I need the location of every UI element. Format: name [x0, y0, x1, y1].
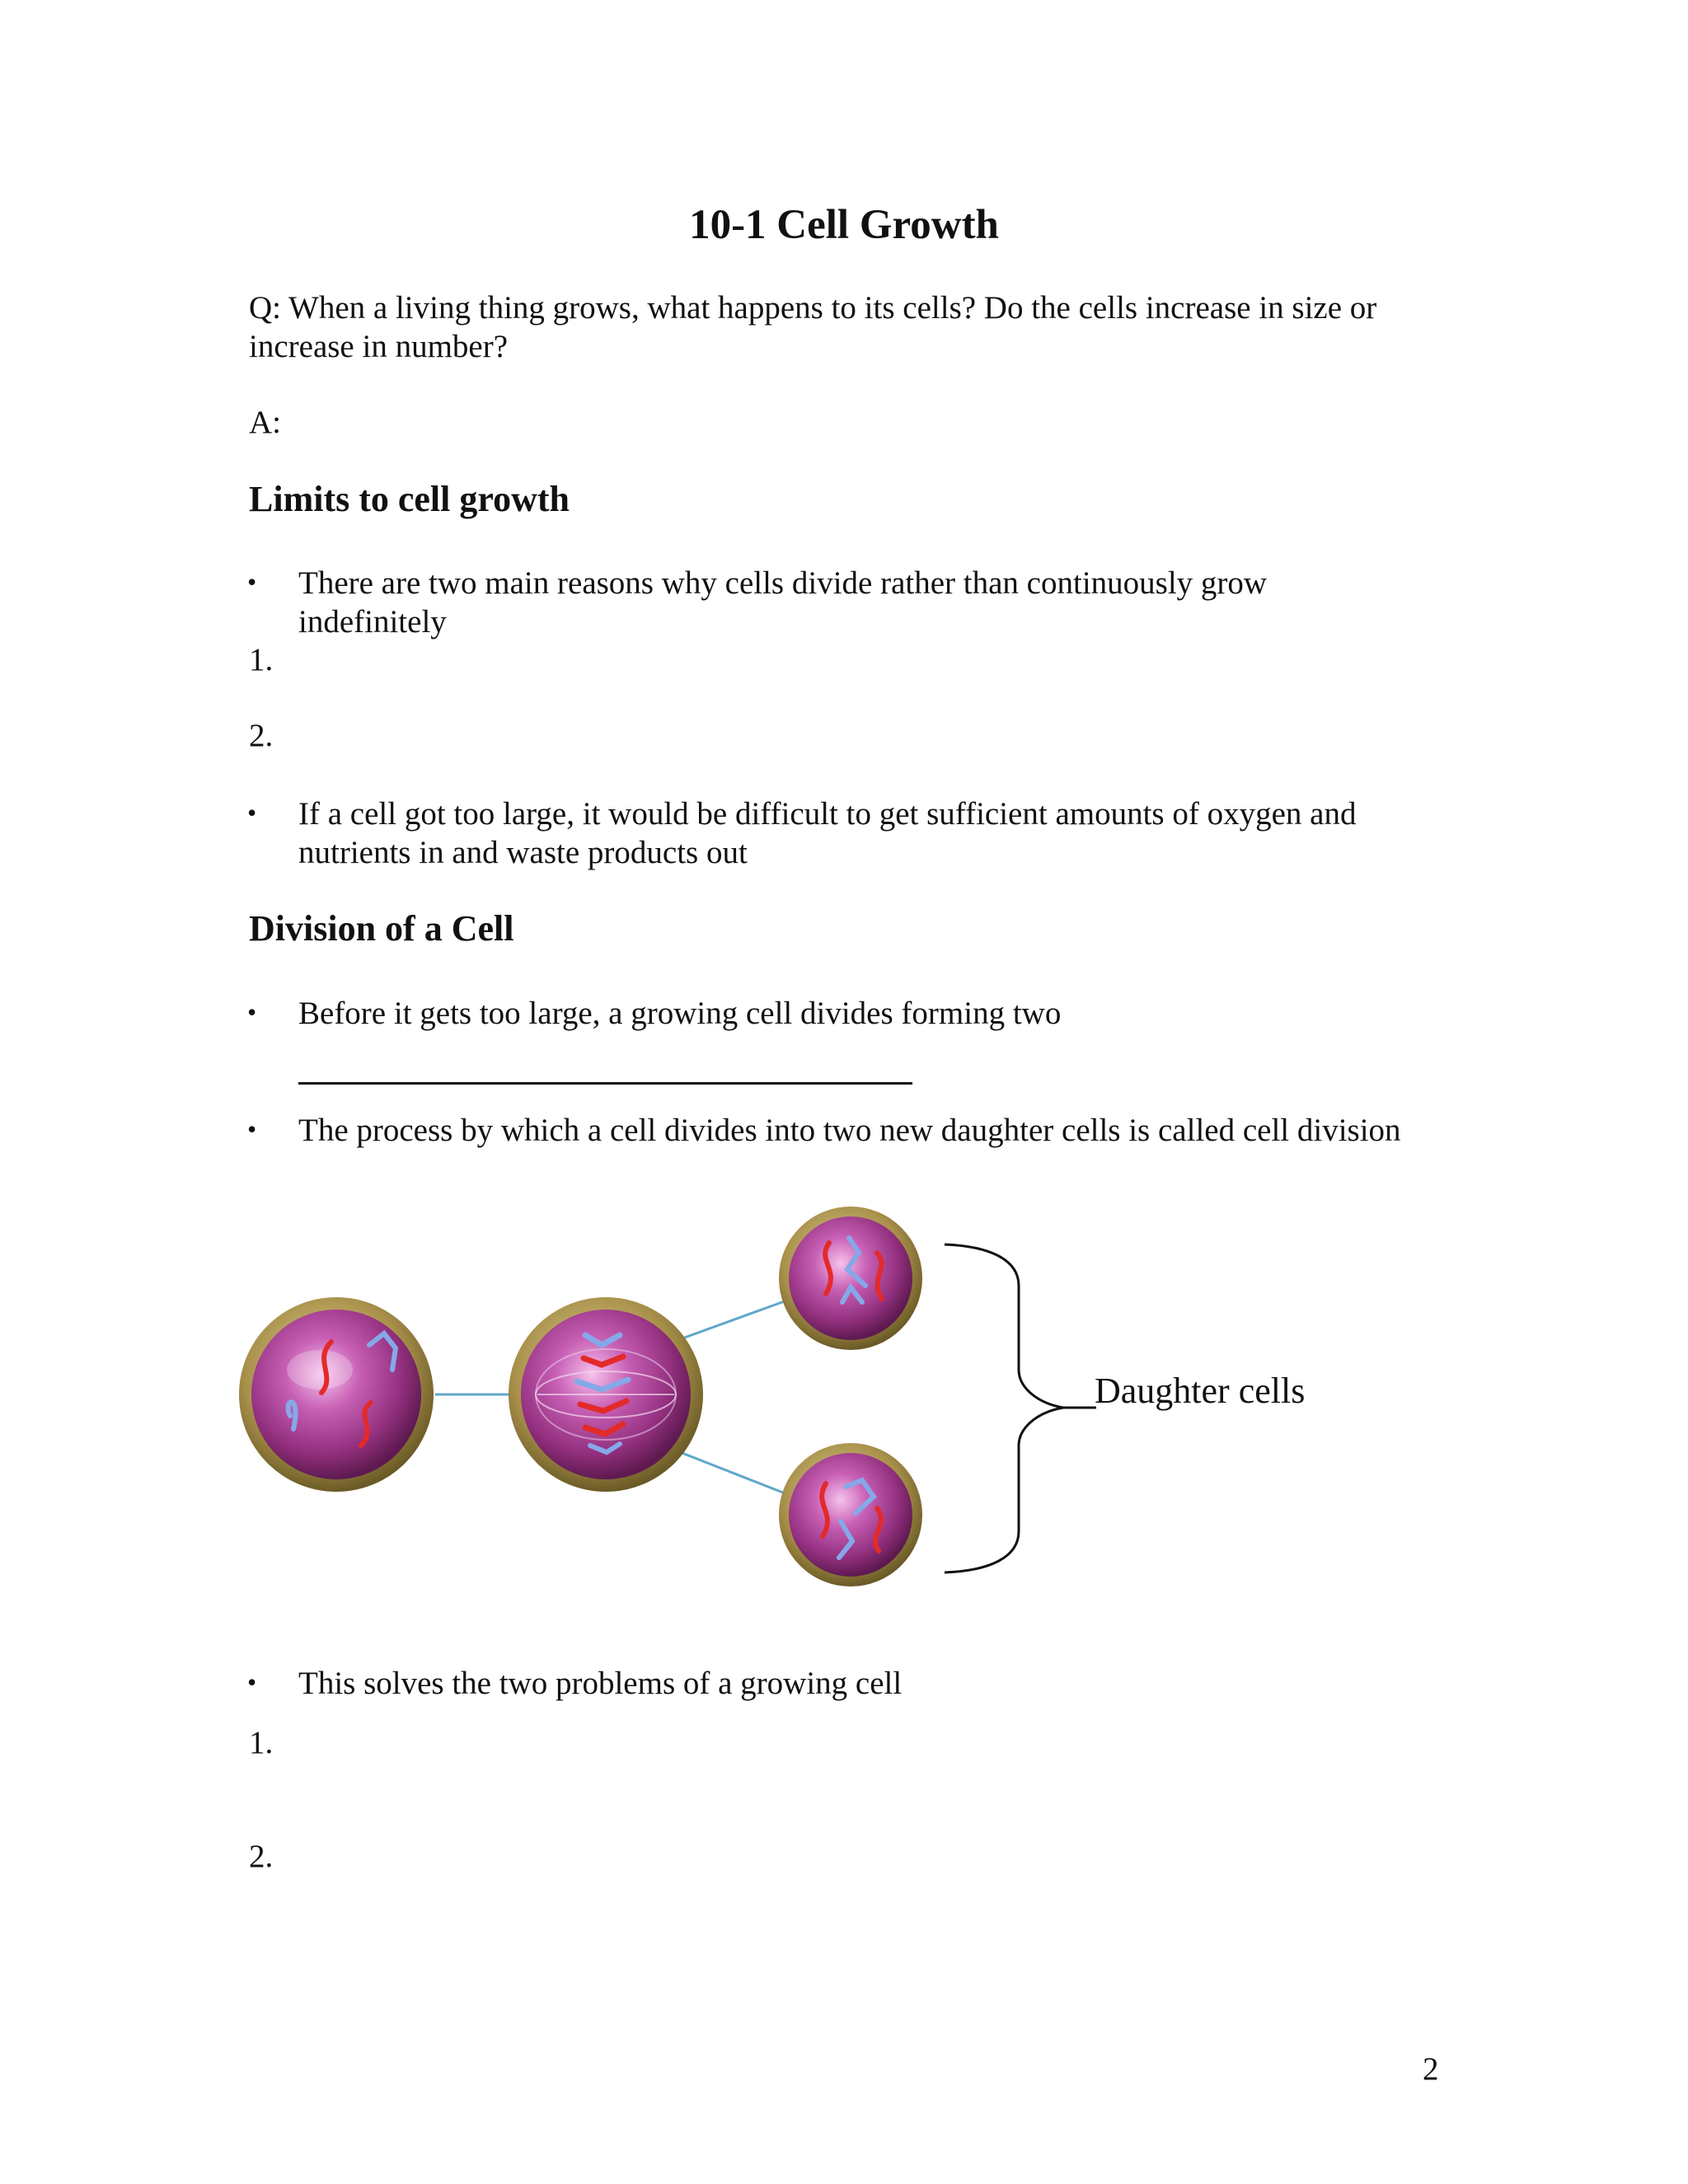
limits-bullet-1-line-1: There are two main reasons why cells divide rather than continuously grow: [298, 565, 1268, 601]
limits-bullet-1-line-2: indefinitely: [298, 604, 447, 640]
question-line-2: increase in number?: [249, 329, 509, 364]
question-line-1: Q: When a living thing grows, what happens to its cells? Do the cells increase in size or: [249, 290, 1377, 326]
bullet-icon: •: [247, 798, 257, 827]
bullet-icon: •: [247, 567, 257, 597]
bullet-icon: •: [247, 1667, 257, 1697]
section-heading-limits: Limits to cell growth: [249, 479, 570, 519]
bullet-icon: •: [247, 1114, 257, 1144]
connector-line: [680, 1299, 791, 1339]
daughter-cells-label: Daughter cells: [1095, 1371, 1306, 1411]
connector-line: [680, 1452, 791, 1496]
limits-number-1: 1.: [249, 642, 274, 677]
division-bullet-3: This solves the two problems of a growing cell: [298, 1666, 903, 1701]
division-bullet-2: The process by which a cell divides into two new daughter cells is called cell division: [298, 1113, 1401, 1148]
curly-brace: [945, 1244, 1063, 1572]
limits-number-2: 2.: [249, 718, 274, 753]
fill-in-blank-line: [298, 1082, 912, 1085]
division-bullet-1: Before it gets too large, a growing cell divides forming two: [298, 996, 1062, 1031]
division-number-2: 2.: [249, 1839, 274, 1874]
limits-bullet-2-line-1: If a cell got too large, it would be difficult to get sufficient amounts of oxygen and: [298, 796, 1357, 832]
division-number-1: 1.: [249, 1725, 274, 1760]
page-number: 2: [1423, 2051, 1439, 2087]
daughter-cell-top: [779, 1207, 922, 1350]
cell-division-figure: [239, 1195, 1360, 1607]
answer-label: A:: [249, 405, 281, 440]
page-title: 10-1 Cell Growth: [689, 202, 999, 248]
parent-cell: [239, 1297, 434, 1492]
limits-bullet-2-line-2: nutrients in and waste products out: [298, 835, 748, 870]
dividing-cell: [509, 1297, 703, 1492]
daughter-cell-bottom: [779, 1443, 922, 1586]
section-heading-division: Division of a Cell: [249, 908, 514, 949]
bullet-icon: •: [247, 997, 257, 1027]
